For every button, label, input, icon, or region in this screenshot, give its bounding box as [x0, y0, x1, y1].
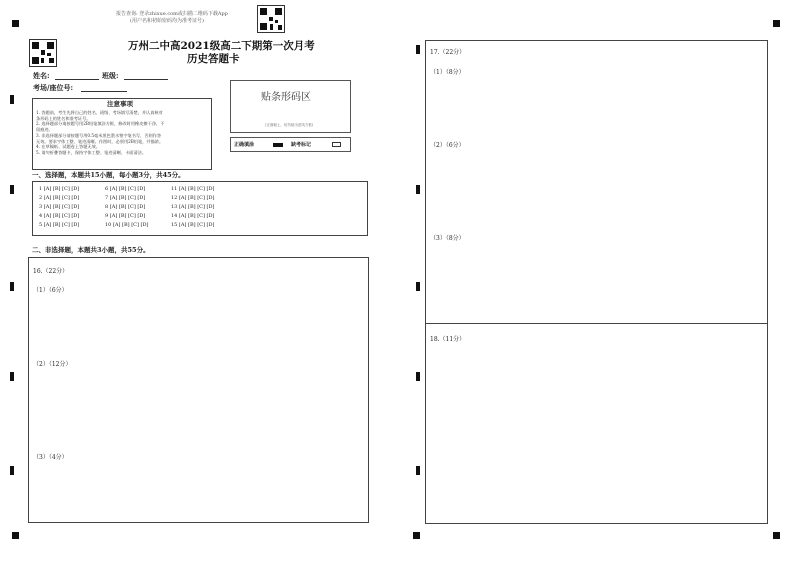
- timing-mark: [10, 185, 14, 194]
- answer-box-q16[interactable]: [28, 257, 369, 523]
- timing-mark: [10, 372, 14, 381]
- exam-room-field[interactable]: [81, 91, 127, 92]
- exam-room-label: 考场/座位号:: [33, 83, 74, 92]
- choice-q14[interactable]: 14 [A] [B] [C] [D]: [171, 213, 215, 219]
- choice-q7[interactable]: 7 [A] [B] [C] [D]: [105, 195, 146, 201]
- filled-box-icon: [273, 143, 283, 147]
- choice-q4[interactable]: 4 [A] [B] [C] [D]: [39, 213, 80, 219]
- answer-box-q18[interactable]: [425, 323, 768, 524]
- name-field[interactable]: [55, 79, 99, 80]
- choice-grid: [39, 187, 237, 232]
- timing-mark: [12, 532, 19, 539]
- report-line-2: (用户名和初始密码均为准考证号): [130, 18, 204, 24]
- choice-q9[interactable]: 9 [A] [B] [C] [D]: [105, 213, 146, 219]
- timing-mark: [10, 282, 14, 291]
- notice-line: 留痕迹。: [36, 127, 53, 133]
- q16-title: 16.（22分）: [33, 268, 69, 275]
- timing-mark: [413, 532, 420, 539]
- class-field[interactable]: [124, 79, 168, 80]
- q16-part1: （1）（6分）: [33, 287, 68, 294]
- name-label: 姓名:: [33, 71, 50, 80]
- choice-q11[interactable]: 11 [A] [B] [C] [D]: [171, 186, 215, 192]
- q16-part2: （2）（12分）: [33, 361, 72, 368]
- notice-line: 5. 请勿折叠答题卡，保持字体工整、笔迹清晰、卡面清洁。: [36, 149, 147, 155]
- notice-line: 1. 答题前，考生先将自己的姓名、班级、考场填写清楚，并认真核对: [36, 110, 163, 115]
- timing-mark: [773, 20, 780, 27]
- choice-q15[interactable]: 15 [A] [B] [C] [D]: [171, 222, 215, 228]
- notice-line: 无效。要求字体工整、笔迹清晰。作图时，必须用2B铅笔，并描浓。: [36, 138, 164, 144]
- barcode-label: 贴条形码区: [261, 92, 311, 103]
- q17-title: 17.（22分）: [430, 49, 466, 56]
- answer-box-q17[interactable]: [425, 40, 768, 324]
- notice-line: 2. 选择题部分请按题号用2B铅笔填涂方框，修改时用橡皮擦干净，不: [36, 121, 165, 127]
- notice-title: 注意事项: [107, 100, 133, 108]
- choice-q13[interactable]: 13 [A] [B] [C] [D]: [171, 204, 215, 210]
- notice-line: 3. 非选择题部分请按题号用0.5毫米黑色墨水签字笔书写，否则作答: [36, 132, 162, 138]
- timing-mark: [10, 95, 14, 104]
- qr-code-icon: [257, 5, 285, 33]
- timing-mark: [416, 45, 420, 54]
- fill-sample-strip: [230, 137, 351, 152]
- notice-body: [36, 110, 206, 156]
- timing-mark: [416, 466, 420, 475]
- barcode-hint: (正面朝上，切勿贴出虚线方框): [265, 123, 314, 127]
- timing-mark: [416, 185, 420, 194]
- fill-correct-label: 正确填涂: [234, 142, 255, 148]
- q16-part3: （3）（4分）: [33, 454, 68, 461]
- timing-mark: [773, 532, 780, 539]
- q17-part2: （2）（6分）: [430, 142, 465, 149]
- absent-checkbox[interactable]: [332, 142, 341, 147]
- choice-q2[interactable]: 2 [A] [B] [C] [D]: [39, 195, 80, 201]
- q17-part3: （3）（8分）: [430, 235, 465, 242]
- choice-q6[interactable]: 6 [A] [B] [C] [D]: [105, 186, 146, 192]
- section2-heading: 二、非选择题，本题共3小题，共55分。: [32, 246, 150, 254]
- q18-title: 18.（11分）: [430, 336, 466, 343]
- choice-q5[interactable]: 5 [A] [B] [C] [D]: [39, 222, 80, 228]
- choice-q3[interactable]: 3 [A] [B] [C] [D]: [39, 204, 80, 210]
- q17-part1: （1）（8分）: [430, 69, 465, 76]
- barcode-area: [230, 80, 351, 133]
- report-line: 报告查询: 登录zhixue.com或扫描二维码下载App: [116, 11, 228, 17]
- choice-q8[interactable]: 8 [A] [B] [C] [D]: [105, 204, 146, 210]
- class-label: 班级:: [102, 71, 119, 80]
- choice-q1[interactable]: 1 [A] [B] [C] [D]: [39, 186, 80, 192]
- choice-q10[interactable]: 10 [A] [B] [C] [D]: [105, 222, 149, 228]
- choice-answer-box: [32, 181, 368, 236]
- notice-line: 4. 在草稿纸、试题卷上答题无效。: [36, 144, 100, 150]
- notice-line: 条形码上的姓名和准考证号。: [36, 115, 91, 121]
- page-subtitle: 历史答题卡: [187, 53, 240, 65]
- page-title: 万州二中高2021级高二下期第一次月考: [128, 40, 315, 52]
- timing-mark: [416, 282, 420, 291]
- timing-mark: [10, 466, 14, 475]
- section1-heading: 一、选择题，本题共15小题，每小题3分，共45分。: [32, 171, 185, 179]
- notice-box: [32, 98, 212, 170]
- qr-code-icon: [29, 39, 57, 67]
- choice-q12[interactable]: 12 [A] [B] [C] [D]: [171, 195, 215, 201]
- timing-mark: [416, 372, 420, 381]
- timing-mark: [12, 20, 19, 27]
- absent-label: 缺考标记: [291, 142, 312, 148]
